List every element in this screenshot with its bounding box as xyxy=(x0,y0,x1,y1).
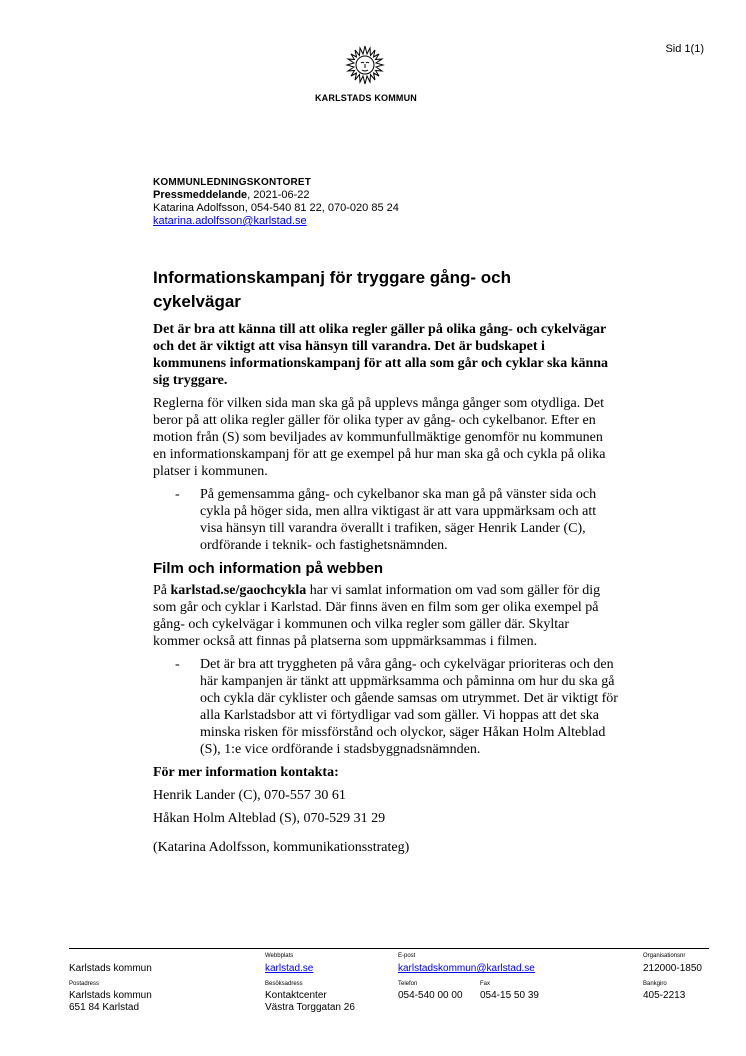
organization-name: KARLSTADS KOMMUN xyxy=(314,93,418,103)
body-paragraph: Reglerna för vilken sida man ska gå på upplevs många gånger som otydliga. Det beror på att olika regler gäller för olika typer av gång- och cykelbanor. Efter en motion från (S) som beviljades av kommunfullmäktige genomför nu kommunen en informationskampanj för att ge exempel på hur man ska gå och cykla på olika platser i kommunen. xyxy=(153,396,606,479)
dash-bullet: - xyxy=(175,657,180,672)
footer-bankgiro: 405-2213 xyxy=(643,990,686,1001)
contact-title: För mer information kontakta: xyxy=(153,765,339,780)
body-paragraph xyxy=(153,582,618,650)
footer-postal-label: Postadress xyxy=(69,981,100,987)
footer-postal-line1: Karlstads kommun xyxy=(69,990,152,1001)
footer-fax-label: Fax xyxy=(480,981,491,987)
author-note: (Katarina Adolfsson, kommunikationsstrateg) xyxy=(153,840,410,855)
contact-line: Katarina Adolfsson, 054-540 81 22, 070-020 85 24 xyxy=(153,202,399,214)
footer-fax: 054-15 50 39 xyxy=(480,990,539,1001)
paragraph-prefix: På xyxy=(153,583,171,598)
contact-person: Håkan Holm Alteblad (S), 070-529 31 29 xyxy=(153,811,386,826)
press-header xyxy=(153,176,399,228)
department-name: KOMMUNLEDNINGSKONTORET xyxy=(153,177,312,188)
footer-postal-line2: 651 84 Karlstad xyxy=(69,1002,140,1013)
sun-emblem-icon xyxy=(344,44,386,86)
dash-bullet: - xyxy=(175,487,180,502)
footer-org: Karlstads kommun xyxy=(69,963,152,974)
quote-text: Det är bra att tryggheten på våra gång- och cykelvägar prioriteras och den här kampanjen är tänkt att uppmärksamma och påminna om hur du ska gå och cykla där cyklister och gående samsas om utrymmet. Det är viktigt för alla Karlstadsbor att vi förtydligar vad som gäller. Vi hoppas att det ska minska risken för missförstånd och olyckor, säger Håkan Holm Alteblad (S), 1:e vice ordförande i stadsbyggnadsnämnden. xyxy=(200,657,618,757)
doc-type-line xyxy=(153,189,399,202)
website-reference: karlstad.se/gaochcykla xyxy=(170,583,307,598)
footer-web-label: Webbplats xyxy=(265,953,294,959)
footer-visit-line1: Kontaktcenter xyxy=(265,990,327,1001)
subheading: Film och information på webben xyxy=(153,560,384,577)
footer-orgnr-label: Organisationsnr xyxy=(643,953,686,959)
footer-divider xyxy=(69,948,709,949)
footer-web-link[interactable]: karlstad.se xyxy=(265,963,314,974)
quote-block xyxy=(153,486,618,554)
contact-section xyxy=(153,764,618,856)
contact-person: Henrik Lander (C), 070-557 30 61 xyxy=(153,788,346,803)
headline: Informationskampanj för tryggare gång- och cykelvägar xyxy=(153,268,511,311)
paragraph-text: har vi samlat information om vad som gäller för dig som går och cyklar i Karlstad. Där finns även en film som ger olika exempel på gång- och cykelvägar i kommunen och vilka regler som gäller där. Skyltar kommer också att finnas på platserna som uppmärksammas i filmen. xyxy=(153,583,601,649)
footer-bankgiro-label: Bankgiro xyxy=(643,981,667,987)
contact-email-link[interactable]: katarina.adolfsson@karlstad.se xyxy=(153,215,307,227)
footer-phone-label: Telefon xyxy=(398,981,418,987)
page-number: Sid 1(1) xyxy=(665,43,704,55)
press-date: , 2021-06-22 xyxy=(247,189,310,201)
doc-type: Pressmeddelande xyxy=(153,189,248,201)
quote-block xyxy=(153,656,618,758)
footer-visit-label: Besöksadress xyxy=(265,981,303,987)
footer-email-link[interactable]: karlstadskommun@karlstad.se xyxy=(398,963,535,974)
footer-email-label: E-post xyxy=(398,953,416,959)
footer-phone: 054-540 00 00 xyxy=(398,990,463,1001)
lead-paragraph: Det är bra att känna till att olika regler gäller på olika gång- och cykelvägar och det är viktigt att visa hänsyn till varandra. Det är budskapet i kommunens informationskampanj för att alla som går och cyklar ska känna sig tryggare. xyxy=(153,322,609,388)
article-body xyxy=(153,321,618,862)
footer-orgnr: 212000-1850 xyxy=(643,963,702,974)
footer-visit-line2: Västra Torggatan 26 xyxy=(265,1002,355,1013)
quote-text: På gemensamma gång- och cykelbanor ska man gå på vänster sida och cykla på höger sida, men allra viktigast är att vara uppmärksam och att visa hänsyn till varandra överallt i trafiken, säger Henrik Lander (C), ordförande i teknik- och fastighetsnämnden. xyxy=(200,487,597,553)
